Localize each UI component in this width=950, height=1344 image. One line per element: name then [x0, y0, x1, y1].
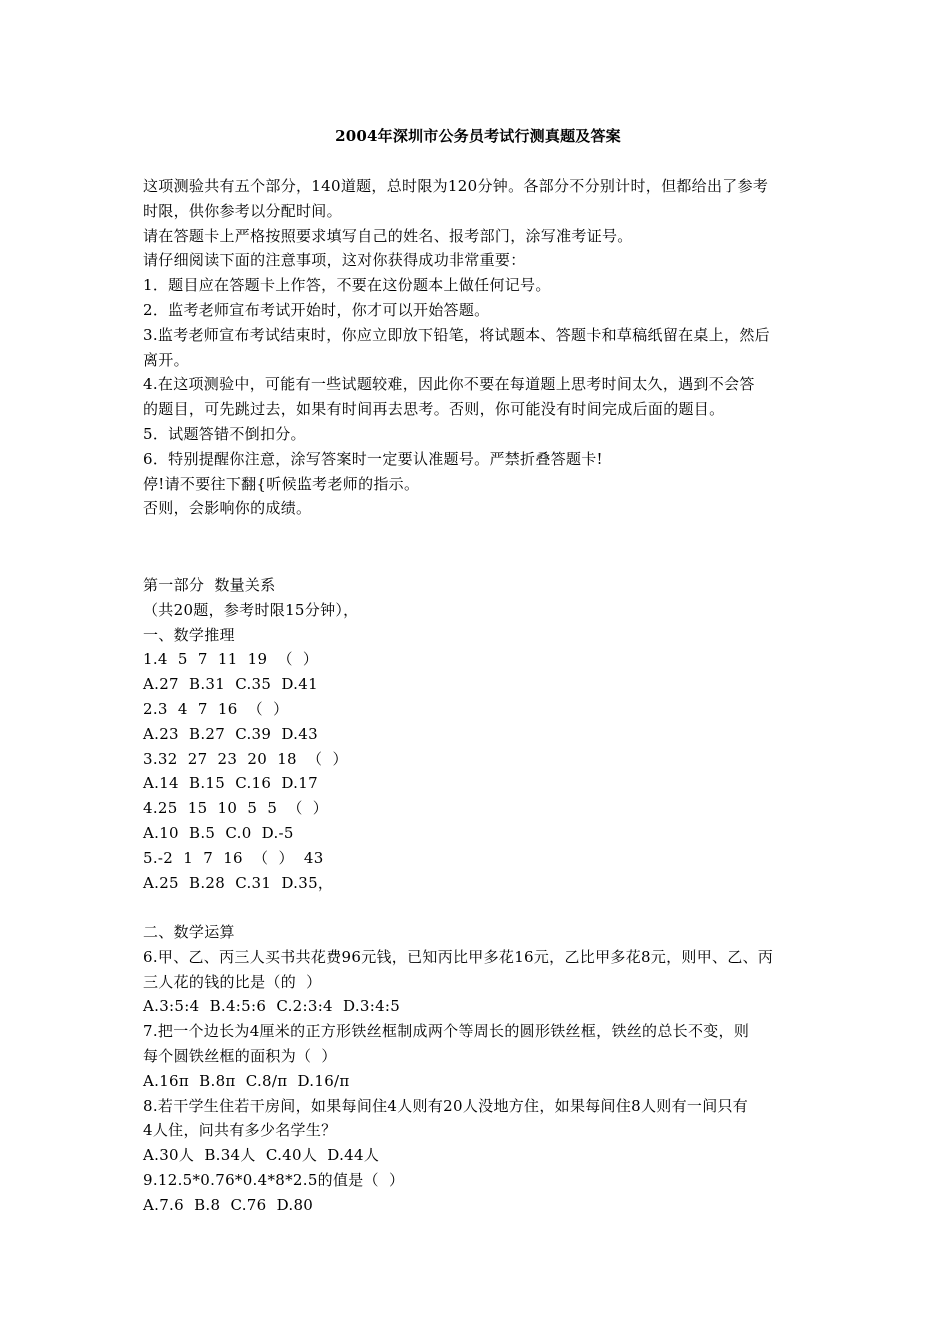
- question: 5.-2 1 7 16 （ ） 43: [143, 848, 324, 867]
- notice-item: 2．监考老师宣布考试开始时，你才可以开始答题。: [143, 300, 490, 319]
- answer-options: A.25 B.28 C.31 D.35，: [143, 873, 334, 892]
- question: 1.4 5 7 11 19 （ ）: [143, 650, 319, 669]
- answer-options: A.3:5:4 B.4:5:6 C.2:3:4 D.3:4:5: [143, 997, 401, 1016]
- intro-line: 时限，供你参考以分配时间。: [143, 201, 342, 220]
- question: 9.12.5*0.76*0.4*8*2.5的值是（ ）: [143, 1170, 405, 1189]
- question: 8.若干学生住若干房间，如果每间住4人则有20人没地方住，如果每间住8人则有一间只有: [143, 1096, 749, 1115]
- part1-section: [143, 573, 813, 895]
- question: 每个圆铁丝框的面积为（ ）: [143, 1046, 337, 1065]
- section-heading: 第一部分 数量关系: [143, 576, 276, 594]
- answer-options: A.10 B.5 C.0 D.-5: [143, 823, 294, 842]
- answer-options: A.23 B.27 C.39 D.43: [143, 724, 318, 743]
- notice-item: 1．题目应在答题卡上作答，不要在这份题本上做任何记号。: [143, 276, 551, 295]
- intro-line: 请仔细阅读下面的注意事项，这对你获得成功非常重要：: [143, 251, 526, 270]
- notice-item: 否则，会影响你的成绩。: [143, 499, 312, 518]
- question: 7.把一个边长为4厘米的正方形铁丝框制成两个等周长的圆形铁丝框，铁丝的总长不变，则: [143, 1022, 750, 1041]
- notice-item: 5．试题答错不倒扣分。: [143, 424, 306, 443]
- subsection-heading: 一、数学推理: [143, 625, 235, 644]
- section-note: （共20题，参考时限15分钟），: [143, 600, 359, 619]
- part2-section: [143, 920, 813, 1218]
- question: 4人住，问共有多少名学生？: [143, 1121, 337, 1140]
- answer-options: A.16π B.8π C.8/π D.16/π: [143, 1071, 350, 1090]
- answer-options: A.7.6 B.8 C.76 D.80: [143, 1195, 314, 1214]
- intro-line: 请在答题卡上严格按照要求填写自己的姓名、报考部门，涂写准考证号。: [143, 226, 633, 245]
- answer-options: A.14 B.15 C.16 D.17: [143, 774, 318, 793]
- question: 6.甲、乙、丙三人买书共花费96元钱，已知丙比甲多花16元，乙比甲多花8元，则甲、乙、丙: [143, 947, 774, 966]
- intro-line: 这项测验共有五个部分，140道题，总时限为120分钟。各部分不分别计时，但都给出了参考: [143, 177, 769, 195]
- notice-item: 6．特别提醒你注意，涂写答案时一定要认准题号。严禁折叠答题卡!: [143, 449, 603, 468]
- answer-options: A.27 B.31 C.35 D.41: [143, 675, 318, 694]
- question: 2.3 4 7 16 （ ）: [143, 699, 289, 718]
- notice-item: 离开。: [143, 350, 189, 369]
- notice-item: 3.监考老师宣布考试结束时，你应立即放下铅笔，将试题本、答题卡和草稿纸留在桌上，然后: [143, 325, 770, 344]
- notice-item: 停!请不要往下翻{听候监考老师的指示。: [143, 474, 420, 493]
- subsection-heading: 二、数学运算: [143, 923, 235, 941]
- answer-options: A.30人 B.34人 C.40人 D.44人: [143, 1146, 380, 1165]
- question: 4.25 15 10 5 5 （ ）: [143, 799, 329, 818]
- question: 3.32 27 23 20 18 （ ）: [143, 749, 348, 768]
- intro-section: [143, 174, 813, 521]
- question: 三人花的钱的比是（的 ）: [143, 972, 322, 991]
- notice-item: 4.在这项测验中，可能有一些试题较难，因此你不要在每道题上思考时间太久，遇到不会答: [143, 375, 755, 394]
- document-title: 2004年深圳市公务员考试行测真题及答案: [335, 127, 621, 145]
- notice-item: 的题目，可先跳过去，如果有时间再去思考。否则，你可能没有时间完成后面的题目。: [143, 400, 725, 419]
